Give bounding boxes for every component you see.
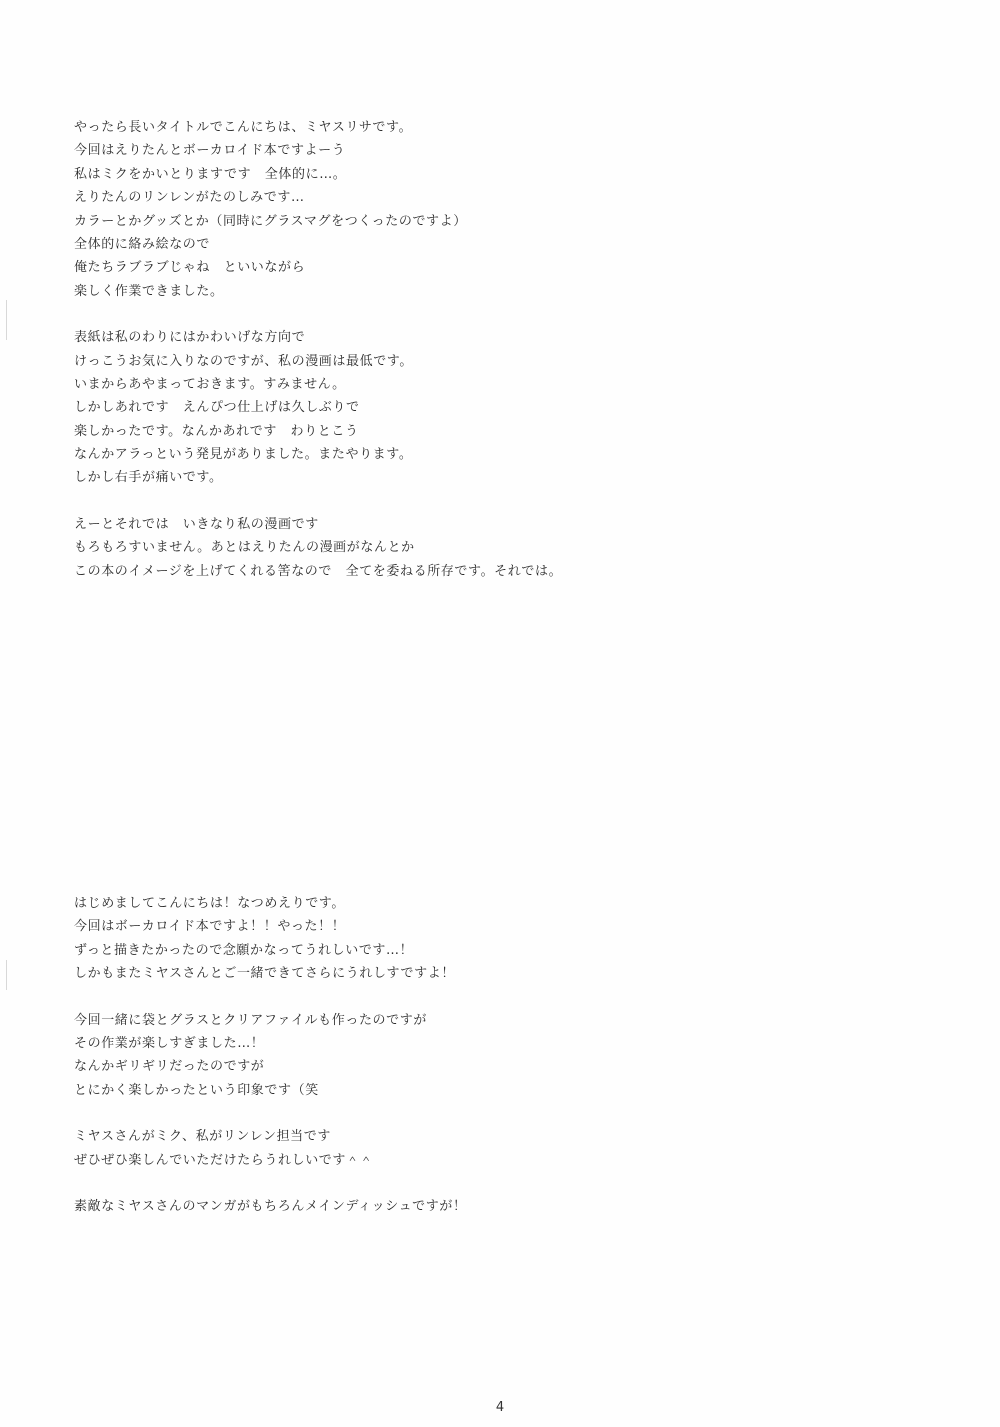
text-line: ミヤスさんがミク、私がリンレン担当です [74, 1129, 331, 1145]
page-number: 4 [495, 1400, 505, 1415]
text-line: しかもまたミヤスさんとご一緒できてさらにうれしすですよ！ [74, 966, 455, 982]
text-line: もろもろすいません。あとはえりたんの漫画がなんとか [74, 540, 415, 556]
scan-edge-mark [6, 960, 7, 990]
text-line: いまからあやまっておきます。すみません。 [74, 376, 346, 392]
text-line: 楽しかったです。なんかあれです わりとこう [74, 423, 359, 439]
text-line: はじめましてこんにちは！なつめえりです。 [74, 896, 345, 911]
paragraph [74, 326, 954, 490]
text-line: なんかアラっという発見がありました。またやります。 [74, 447, 413, 463]
text-line: 今回はえりたんとボーカロイド本ですよーう [74, 143, 346, 159]
text-line: この本のイメージを上げてくれる筈なので 全てを委ねる所存です。それでは。 [74, 563, 563, 579]
text-line: 表紙は私のわりにはかわいげな方向で [74, 330, 306, 346]
text-line: ずっと描きたかったので念願かなってうれしいです…！ [74, 942, 414, 958]
text-line: 俺たちラブラブじゃね といいながら [74, 260, 306, 276]
text-line: 私はミクをかいとりますです 全体的に…。 [74, 166, 347, 182]
text-line: しかし右手が痛いです。 [74, 470, 223, 486]
author-note-natsume [74, 892, 954, 1241]
text-line: しかしあれです えんぴつ仕上げは久しぶりで [74, 400, 360, 416]
paragraph [74, 116, 954, 303]
text-line: 全体的に絡み絵なので [74, 236, 211, 252]
paragraph [74, 1009, 954, 1103]
text-line: 素敵なミヤスさんのマンガがもちろんメインディッシュですが！ [74, 1198, 467, 1214]
scan-edge-mark [6, 300, 7, 340]
text-line: 今回一緒に袋とグラスとクリアファイルも作ったのですが [74, 1012, 427, 1028]
text-line: えりたんのリンレンがたのしみです… [74, 190, 305, 206]
text-line: えーとそれでは いきなり私の漫画です [74, 516, 319, 532]
text-line: カラーとかグッズとか（同時にグラスマグをつくったのですよ） [74, 213, 467, 229]
text-line: 今回はボーカロイド本ですよ！！やった！！ [74, 919, 346, 935]
text-line: なんかギリギリだったのですが [74, 1059, 265, 1075]
text-line: 楽しく作業できました。 [74, 283, 224, 299]
text-line: けっこうお気に入りなのですが、私の漫画は最低です。 [74, 353, 413, 369]
text-line: とにかく楽しかったという印象です（笑 [74, 1082, 319, 1098]
text-line: その作業が楽しすぎました…！ [74, 1035, 265, 1051]
author-note-miyasu [74, 116, 954, 606]
paragraph [74, 892, 954, 986]
paragraph [74, 513, 954, 583]
text-line: ぜひぜひ楽しんでいただけたらうれしいです＾＾ [74, 1152, 374, 1168]
paragraph [74, 1125, 954, 1172]
text-line: やったら長いタイトルでこんにちは、ミヤスリサです。 [74, 120, 413, 135]
paragraph [74, 1195, 954, 1218]
